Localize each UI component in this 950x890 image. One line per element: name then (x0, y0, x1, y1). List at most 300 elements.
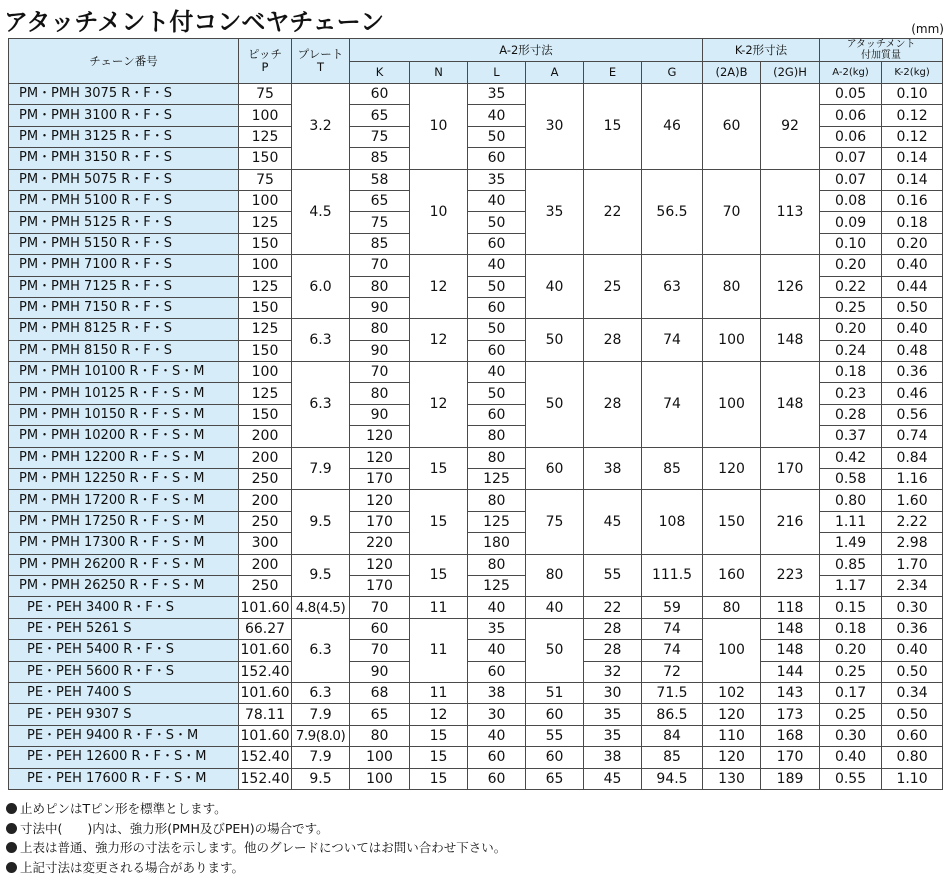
weight-k2-cell: 0.20 (882, 233, 943, 254)
plate-cell: 6.3 (292, 618, 350, 682)
weight-k2-cell: 0.14 (882, 148, 943, 169)
pitch-cell: 150 (239, 233, 292, 254)
pitch-cell: 125 (239, 126, 292, 147)
weight-k2-cell: 0.48 (882, 340, 943, 361)
chain-name-cell: PM・PMH 7125 R・F・S (9, 276, 239, 297)
e-cell: 22 (584, 597, 642, 618)
k-cell: 120 (350, 447, 410, 468)
weight-k2-cell: 0.16 (882, 190, 943, 211)
table-row (9, 768, 943, 789)
weight-a2-cell: 0.25 (820, 704, 882, 725)
chain-name-cell: PM・PMH 10200 R・F・S・M (9, 426, 239, 447)
weight-k2-cell: 0.30 (882, 597, 943, 618)
g-cell: 85 (642, 447, 703, 490)
weight-k2-cell: 0.80 (882, 747, 943, 768)
b-cell: 80 (703, 255, 761, 319)
n-cell: 12 (410, 362, 468, 448)
weight-a2-cell: 0.23 (820, 383, 882, 404)
plate-cell: 9.5 (292, 768, 350, 789)
chain-name-cell: PM・PMH 3125 R・F・S (9, 126, 239, 147)
weight-a2-cell: 1.49 (820, 533, 882, 554)
g-cell: 86.5 (642, 704, 703, 725)
k-cell: 65 (350, 105, 410, 126)
table-row (9, 255, 943, 276)
pitch-cell: 101.60 (239, 682, 292, 703)
chain-name-cell: PM・PMH 17300 R・F・S・M (9, 533, 239, 554)
page-title: アタッチメント付コンベヤチェーン (4, 8, 385, 36)
pitch-cell: 152.40 (239, 747, 292, 768)
b-cell: 120 (703, 447, 761, 490)
pitch-cell: 125 (239, 319, 292, 340)
plate-cell: 4.8(4.5) (292, 597, 350, 618)
weight-a2-cell: 0.20 (820, 319, 882, 340)
k-cell: 75 (350, 126, 410, 147)
header-e: E (584, 62, 642, 84)
l-cell: 80 (468, 426, 526, 447)
k-cell: 60 (350, 618, 410, 639)
pitch-cell: 150 (239, 404, 292, 425)
h-cell: 144 (761, 661, 820, 682)
chain-name-cell: PM・PMH 3075 R・F・S (9, 84, 239, 105)
chain-name-cell: PE・PEH 5600 R・F・S (9, 661, 239, 682)
e-cell: 45 (584, 490, 642, 554)
plate-cell: 4.5 (292, 169, 350, 255)
chain-name-cell: PM・PMH 26200 R・F・S・M (9, 554, 239, 575)
header-pitch: ピッチ P (239, 39, 292, 84)
b-cell: 150 (703, 490, 761, 554)
l-cell: 60 (468, 340, 526, 361)
weight-a2-cell: 0.58 (820, 469, 882, 490)
l-cell: 60 (468, 768, 526, 789)
l-cell: 125 (468, 511, 526, 532)
weight-k2-cell: 0.50 (882, 704, 943, 725)
table-row (9, 704, 943, 725)
l-cell: 60 (468, 297, 526, 318)
b-cell: 110 (703, 725, 761, 746)
chain-name-cell: PM・PMH 5125 R・F・S (9, 212, 239, 233)
plate-cell: 6.0 (292, 255, 350, 319)
l-cell: 60 (468, 747, 526, 768)
weight-a2-cell: 0.07 (820, 169, 882, 190)
pitch-cell: 78.11 (239, 704, 292, 725)
b-cell: 100 (703, 618, 761, 682)
h-cell: 173 (761, 704, 820, 725)
plate-cell: 7.9 (292, 447, 350, 490)
e-cell: 28 (584, 319, 642, 362)
g-cell: 46 (642, 84, 703, 170)
pitch-cell: 125 (239, 383, 292, 404)
weight-a2-cell: 0.07 (820, 148, 882, 169)
weight-k2-cell: 0.44 (882, 276, 943, 297)
pitch-cell: 250 (239, 511, 292, 532)
a-cell: 50 (526, 618, 584, 682)
table-row (9, 84, 943, 105)
h-cell: 170 (761, 447, 820, 490)
e-cell: 55 (584, 554, 642, 597)
plate-cell: 7.9 (292, 747, 350, 768)
h-cell: 148 (761, 319, 820, 362)
chain-name-cell: PE・PEH 17600 R・F・S・M (9, 768, 239, 789)
a-cell: 40 (526, 255, 584, 319)
chain-name-cell: PM・PMH 7100 R・F・S (9, 255, 239, 276)
plate-cell: 3.2 (292, 84, 350, 170)
weight-k2-cell: 0.46 (882, 383, 943, 404)
header-chain-no: チェーン番号 (9, 39, 239, 84)
e-cell: 28 (584, 618, 642, 639)
e-cell: 22 (584, 169, 642, 255)
weight-a2-cell: 0.55 (820, 768, 882, 789)
b-cell: 100 (703, 319, 761, 362)
b-cell: 70 (703, 169, 761, 255)
l-cell: 35 (468, 84, 526, 105)
table-row (9, 725, 943, 746)
n-cell: 11 (410, 597, 468, 618)
e-cell: 38 (584, 447, 642, 490)
h-cell: 92 (761, 84, 820, 170)
chain-name-cell: PM・PMH 12250 R・F・S・M (9, 469, 239, 490)
chain-name-cell: PM・PMH 5075 R・F・S (9, 169, 239, 190)
weight-k2-cell: 2.22 (882, 511, 943, 532)
b-cell: 102 (703, 682, 761, 703)
e-cell: 32 (584, 661, 642, 682)
b-cell: 100 (703, 362, 761, 448)
weight-k2-cell: 0.74 (882, 426, 943, 447)
b-cell: 160 (703, 554, 761, 597)
a-cell: 60 (526, 747, 584, 768)
chain-name-cell: PM・PMH 8150 R・F・S (9, 340, 239, 361)
pitch-cell: 200 (239, 554, 292, 575)
n-cell: 15 (410, 725, 468, 746)
table-row (9, 682, 943, 703)
l-cell: 125 (468, 575, 526, 596)
plate-cell: 7.9(8.0) (292, 725, 350, 746)
weight-k2-cell: 0.50 (882, 297, 943, 318)
l-cell: 40 (468, 640, 526, 661)
l-cell: 60 (468, 233, 526, 254)
weight-a2-cell: 0.24 (820, 340, 882, 361)
e-cell: 45 (584, 768, 642, 789)
e-cell: 28 (584, 640, 642, 661)
chain-name-cell: PE・PEH 7400 S (9, 682, 239, 703)
a-cell: 50 (526, 319, 584, 362)
header-n: N (410, 62, 468, 84)
k-cell: 120 (350, 490, 410, 511)
pitch-cell: 300 (239, 533, 292, 554)
k-cell: 90 (350, 404, 410, 425)
a-cell: 51 (526, 682, 584, 703)
g-cell: 74 (642, 319, 703, 362)
e-cell: 25 (584, 255, 642, 319)
chain-name-cell: PM・PMH 17250 R・F・S・M (9, 511, 239, 532)
k-cell: 220 (350, 533, 410, 554)
k-cell: 80 (350, 725, 410, 746)
g-cell: 111.5 (642, 554, 703, 597)
weight-a2-cell: 0.28 (820, 404, 882, 425)
weight-a2-cell: 0.15 (820, 597, 882, 618)
pitch-cell: 200 (239, 426, 292, 447)
weight-k2-cell: 2.34 (882, 575, 943, 596)
weight-k2-cell: 0.40 (882, 255, 943, 276)
h-cell: 143 (761, 682, 820, 703)
l-cell: 125 (468, 469, 526, 490)
k-cell: 80 (350, 276, 410, 297)
h-cell: 168 (761, 725, 820, 746)
pitch-cell: 101.60 (239, 640, 292, 661)
e-cell: 15 (584, 84, 642, 170)
n-cell: 15 (410, 747, 468, 768)
h-cell: 118 (761, 597, 820, 618)
header-plate: プレート T (292, 39, 350, 84)
e-cell: 38 (584, 747, 642, 768)
n-cell: 12 (410, 255, 468, 319)
chain-name-cell: PM・PMH 10150 R・F・S・M (9, 404, 239, 425)
table-row (9, 661, 943, 682)
g-cell: 74 (642, 362, 703, 448)
g-cell: 74 (642, 640, 703, 661)
header-g: G (642, 62, 703, 84)
g-cell: 94.5 (642, 768, 703, 789)
chain-name-cell: PM・PMH 3150 R・F・S (9, 148, 239, 169)
pitch-cell: 100 (239, 362, 292, 383)
l-cell: 80 (468, 490, 526, 511)
e-cell: 30 (584, 682, 642, 703)
l-cell: 180 (468, 533, 526, 554)
n-cell: 15 (410, 447, 468, 490)
b-cell: 120 (703, 704, 761, 725)
k-cell: 100 (350, 747, 410, 768)
weight-k2-cell: 0.60 (882, 725, 943, 746)
weight-k2-cell: 0.12 (882, 105, 943, 126)
weight-a2-cell: 0.17 (820, 682, 882, 703)
weight-a2-cell: 0.20 (820, 640, 882, 661)
a-cell: 30 (526, 84, 584, 170)
g-cell: 56.5 (642, 169, 703, 255)
plate-cell: 9.5 (292, 490, 350, 554)
weight-k2-cell: 0.40 (882, 640, 943, 661)
l-cell: 50 (468, 212, 526, 233)
weight-k2-cell: 0.50 (882, 661, 943, 682)
chain-name-cell: PM・PMH 3100 R・F・S (9, 105, 239, 126)
l-cell: 35 (468, 169, 526, 190)
k-cell: 90 (350, 340, 410, 361)
l-cell: 30 (468, 704, 526, 725)
l-cell: 40 (468, 725, 526, 746)
plate-cell: 6.3 (292, 362, 350, 448)
h-cell: 113 (761, 169, 820, 255)
table-row (9, 362, 943, 383)
chain-name-cell: PE・PEH 9400 R・F・S・M (9, 725, 239, 746)
n-cell: 11 (410, 682, 468, 703)
header-l: L (468, 62, 526, 84)
l-cell: 40 (468, 255, 526, 276)
g-cell: 74 (642, 618, 703, 639)
plate-cell: 6.3 (292, 682, 350, 703)
g-cell: 85 (642, 747, 703, 768)
k-cell: 120 (350, 554, 410, 575)
h-cell: 189 (761, 768, 820, 789)
chain-name-cell: PM・PMH 5150 R・F・S (9, 233, 239, 254)
a-cell: 35 (526, 169, 584, 255)
k-cell: 170 (350, 511, 410, 532)
unit-label: (mm) (911, 22, 944, 36)
n-cell: 12 (410, 704, 468, 725)
header-a2-dimensions: A-2形寸法 (350, 39, 703, 62)
chain-name-cell: PM・PMH 10100 R・F・S・M (9, 362, 239, 383)
weight-k2-cell: 0.36 (882, 362, 943, 383)
weight-a2-cell: 0.22 (820, 276, 882, 297)
weight-k2-cell: 0.18 (882, 212, 943, 233)
pitch-cell: 150 (239, 148, 292, 169)
l-cell: 60 (468, 404, 526, 425)
weight-a2-cell: 1.11 (820, 511, 882, 532)
l-cell: 50 (468, 319, 526, 340)
k-cell: 68 (350, 682, 410, 703)
b-cell: 80 (703, 597, 761, 618)
weight-k2-cell: 1.60 (882, 490, 943, 511)
bullet-icon (6, 862, 17, 873)
k-cell: 90 (350, 661, 410, 682)
chain-spec-table (8, 38, 943, 790)
g-cell: 72 (642, 661, 703, 682)
header-h: (2G)H (761, 62, 820, 84)
n-cell: 11 (410, 618, 468, 682)
h-cell: 223 (761, 554, 820, 597)
h-cell: 126 (761, 255, 820, 319)
chain-name-cell: PM・PMH 12200 R・F・S・M (9, 447, 239, 468)
e-cell: 28 (584, 362, 642, 448)
l-cell: 40 (468, 105, 526, 126)
weight-a2-cell: 0.42 (820, 447, 882, 468)
k-cell: 170 (350, 575, 410, 596)
l-cell: 60 (468, 148, 526, 169)
table-row (9, 319, 943, 340)
weight-k2-cell: 1.16 (882, 469, 943, 490)
l-cell: 35 (468, 618, 526, 639)
chain-name-cell: PM・PMH 26250 R・F・S・M (9, 575, 239, 596)
chain-name-cell: PE・PEH 3400 R・F・S (9, 597, 239, 618)
l-cell: 40 (468, 190, 526, 211)
weight-a2-cell: 0.18 (820, 618, 882, 639)
pitch-cell: 125 (239, 276, 292, 297)
k-cell: 70 (350, 640, 410, 661)
weight-a2-cell: 0.85 (820, 554, 882, 575)
chain-name-cell: PE・PEH 5261 S (9, 618, 239, 639)
pitch-cell: 200 (239, 490, 292, 511)
h-cell: 148 (761, 362, 820, 448)
bullet-icon (6, 823, 17, 834)
h-cell: 216 (761, 490, 820, 554)
table-row (9, 618, 943, 639)
l-cell: 50 (468, 126, 526, 147)
weight-a2-cell: 0.80 (820, 490, 882, 511)
weight-k2-cell: 0.10 (882, 84, 943, 105)
note-item: 寸法中( )内は、強力形(PMH及びPEH)の場合です。 (6, 819, 506, 839)
bullet-icon (6, 842, 17, 853)
header-k: K (350, 62, 410, 84)
bullet-icon (6, 803, 17, 814)
weight-k2-cell: 0.56 (882, 404, 943, 425)
k-cell: 60 (350, 84, 410, 105)
weight-k2-cell: 1.70 (882, 554, 943, 575)
weight-a2-cell: 0.10 (820, 233, 882, 254)
chain-name-cell: PM・PMH 8125 R・F・S (9, 319, 239, 340)
k-cell: 70 (350, 255, 410, 276)
table-row (9, 490, 943, 511)
table-row (9, 597, 943, 618)
header-weight-a2: A-2(kg) (820, 62, 882, 84)
g-cell: 71.5 (642, 682, 703, 703)
b-cell: 120 (703, 747, 761, 768)
k-cell: 75 (350, 212, 410, 233)
a-cell: 80 (526, 554, 584, 597)
l-cell: 80 (468, 554, 526, 575)
k-cell: 65 (350, 190, 410, 211)
n-cell: 10 (410, 84, 468, 170)
pitch-cell: 100 (239, 255, 292, 276)
pitch-cell: 200 (239, 447, 292, 468)
weight-a2-cell: 0.25 (820, 661, 882, 682)
weight-k2-cell: 2.98 (882, 533, 943, 554)
header-b: (2A)B (703, 62, 761, 84)
chain-name-cell: PM・PMH 10125 R・F・S・M (9, 383, 239, 404)
plate-cell: 9.5 (292, 554, 350, 597)
chain-name-cell: PE・PEH 9307 S (9, 704, 239, 725)
note-item: 上記寸法は変更される場合があります。 (6, 858, 506, 878)
k-cell: 65 (350, 704, 410, 725)
l-cell: 50 (468, 276, 526, 297)
l-cell: 38 (468, 682, 526, 703)
g-cell: 108 (642, 490, 703, 554)
chain-name-cell: PM・PMH 5100 R・F・S (9, 190, 239, 211)
weight-a2-cell: 0.37 (820, 426, 882, 447)
chain-name-cell: PE・PEH 5400 R・F・S (9, 640, 239, 661)
table-row (9, 747, 943, 768)
table-row (9, 169, 943, 190)
header-weight-k2: K-2(kg) (882, 62, 943, 84)
k-cell: 70 (350, 362, 410, 383)
l-cell: 40 (468, 362, 526, 383)
weight-a2-cell: 1.17 (820, 575, 882, 596)
weight-a2-cell: 0.08 (820, 190, 882, 211)
a-cell: 40 (526, 597, 584, 618)
weight-k2-cell: 0.40 (882, 319, 943, 340)
weight-a2-cell: 0.25 (820, 297, 882, 318)
a-cell: 75 (526, 490, 584, 554)
pitch-cell: 75 (239, 84, 292, 105)
a-cell: 50 (526, 362, 584, 448)
n-cell: 10 (410, 169, 468, 255)
pitch-cell: 66.27 (239, 618, 292, 639)
table-row (9, 554, 943, 575)
header-a: A (526, 62, 584, 84)
chain-name-cell: PE・PEH 12600 R・F・S・M (9, 747, 239, 768)
plate-cell: 7.9 (292, 704, 350, 725)
g-cell: 84 (642, 725, 703, 746)
pitch-cell: 75 (239, 169, 292, 190)
weight-a2-cell: 0.09 (820, 212, 882, 233)
note-item: 止めピンはTピン形を標準とします。 (6, 799, 506, 819)
l-cell: 80 (468, 447, 526, 468)
weight-k2-cell: 0.14 (882, 169, 943, 190)
pitch-cell: 100 (239, 190, 292, 211)
notes-list (6, 799, 506, 877)
weight-a2-cell: 0.20 (820, 255, 882, 276)
chain-name-cell: PM・PMH 17200 R・F・S・M (9, 490, 239, 511)
weight-a2-cell: 0.06 (820, 126, 882, 147)
b-cell: 60 (703, 84, 761, 170)
k-cell: 85 (350, 148, 410, 169)
h-cell: 170 (761, 747, 820, 768)
